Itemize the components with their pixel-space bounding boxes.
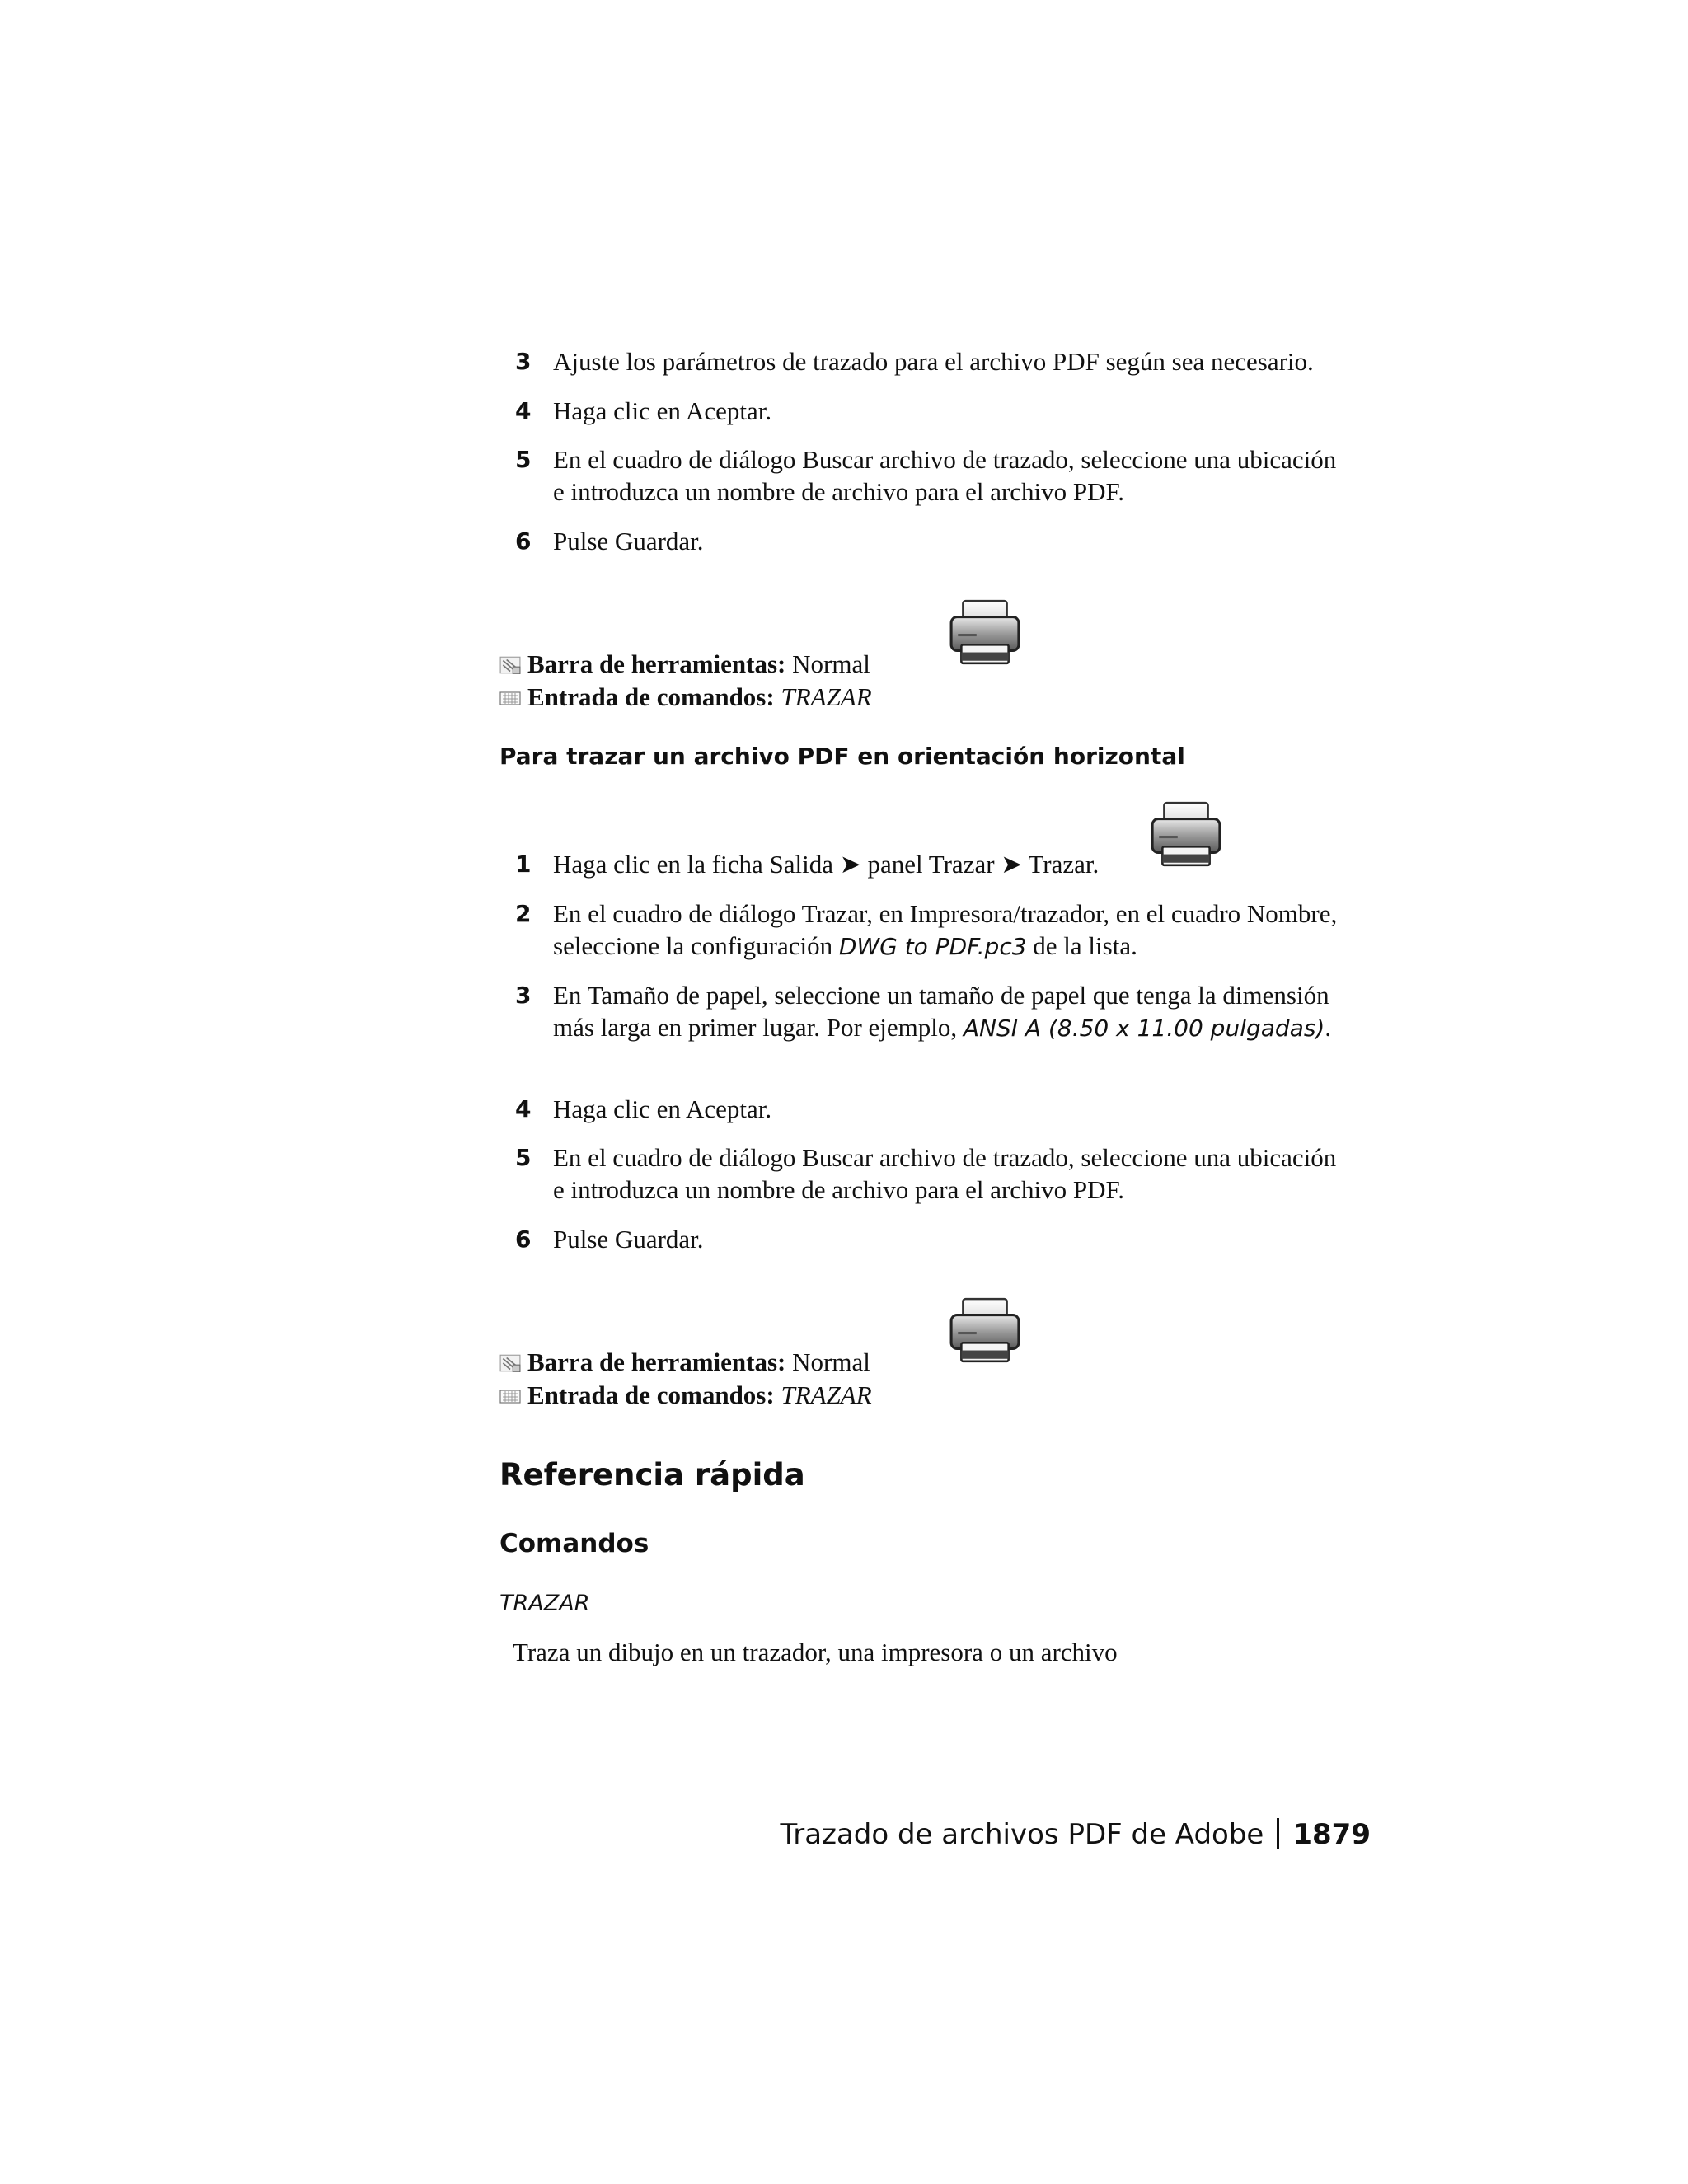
step-text: Pulse Guardar. [553,527,704,555]
step-text: Ajuste los parámetros de trazado para el archivo PDF según sea necesario. [553,347,1314,376]
printer-icon [948,598,1022,668]
step-text: Haga clic en Aceptar. [553,1094,772,1123]
step-number: 2 [515,900,532,927]
step-text: Pulse Guardar. [553,1225,704,1254]
step-number: 5 [515,1144,532,1171]
toolbar-label: Barra de herramientas: [528,1347,786,1376]
step-number: 6 [515,1226,532,1253]
command-line [499,1379,872,1411]
commands-subtitle: Comandos [499,1529,649,1558]
step-item [515,898,1339,963]
step-item [515,1223,1422,1255]
toolbar-icon [499,656,521,674]
step-text: En el cuadro de diálogo Buscar archivo de trazado, seleccione una ubicación e introduzca un nombre de archivo para el archivo PDF. [553,445,1337,506]
step-text: En Tamaño de papel, seleccione un tamaño de papel que tenga la dimensión más larga en primer lugar. Por ejemplo, [553,981,1329,1042]
step-item [515,525,1422,557]
step-item [515,1093,1422,1125]
page-footer [780,1818,1371,1851]
step-number: 3 [515,982,532,1009]
printer-icon [948,1296,1022,1366]
command-label: Entrada de comandos: [528,682,775,711]
step-number: 6 [515,527,532,555]
command-line-icon [499,689,521,707]
command-label: Entrada de comandos: [528,1380,775,1409]
toolbar-line [499,648,870,680]
command-name: TRAZAR [499,1591,590,1616]
config-name: DWG to PDF.pc3 [838,933,1027,960]
toolbar-icon [499,1354,521,1372]
step-text: . [1325,1013,1332,1042]
command-value: TRAZAR [781,682,872,711]
step-text: Haga clic en la ficha Salida ➤ panel Trazar ➤ Trazar. [553,850,1100,879]
toolbar-value: Normal [792,649,870,678]
step-number: 4 [515,1095,532,1122]
step-text: En el cuadro de diálogo Trazar, en Impresora/trazador, en el cuadro Nombre, seleccione la configuración [553,899,1338,960]
footer-divider [1277,1818,1279,1849]
step-item [515,1141,1339,1206]
step-number: 5 [515,446,532,473]
step-item [515,443,1339,508]
procedure-heading: Para trazar un archivo PDF en orientación horizontal [499,743,1185,770]
step-item [515,345,1422,377]
command-value: TRAZAR [781,1380,872,1409]
step-number: 3 [515,348,532,375]
page-number: 1879 [1292,1818,1371,1851]
quick-reference-title: Referencia rápida [499,1457,805,1493]
command-line-icon [499,1387,521,1405]
step-text: Haga clic en Aceptar. [553,396,772,425]
step-item [515,395,1422,427]
step-number: 4 [515,397,532,424]
toolbar-line [499,1346,870,1378]
toolbar-value: Normal [792,1347,870,1376]
command-line [499,681,872,713]
step-number: 1 [515,851,532,878]
command-description: Traza un dibujo en un trazador, una impresora o un archivo [513,1638,1118,1666]
step-item [515,979,1372,1044]
paper-size-example: ANSI A (8.50 x 11.00 pulgadas) [963,1015,1325,1042]
toolbar-label: Barra de herramientas: [528,649,786,678]
printer-icon [1149,799,1223,870]
step-text: En el cuadro de diálogo Buscar archivo de trazado, seleccione una ubicación e introduzca un nombre de archivo para el archivo PDF. [553,1143,1337,1204]
step-text: de la lista. [1026,931,1137,960]
footer-title: Trazado de archivos PDF de Adobe [780,1818,1264,1851]
step-item [515,848,1422,880]
